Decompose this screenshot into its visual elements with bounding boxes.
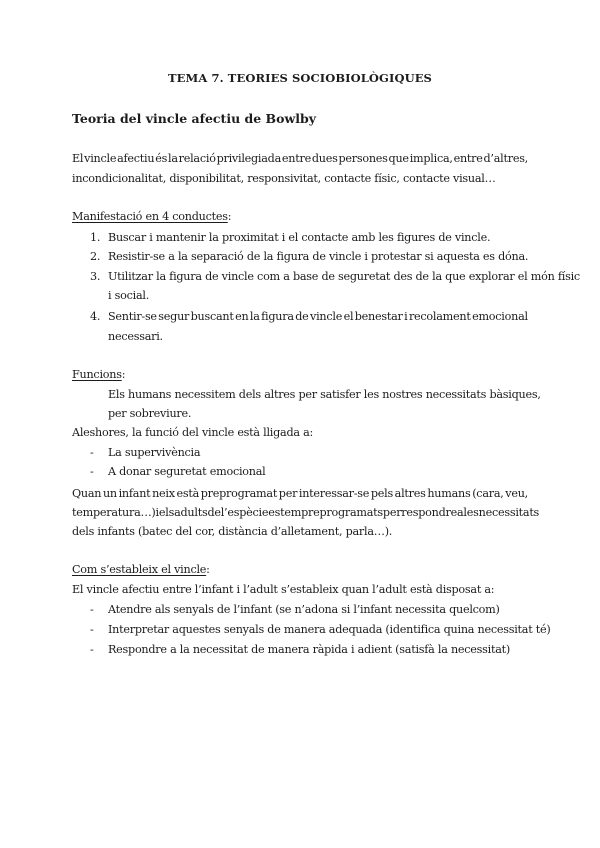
estableix-bullet-1: Atendre als senyals de l’infant (se n’adona si l’infant necessita quelcom) bbox=[108, 603, 500, 616]
funcions-para-line-2 bbox=[72, 506, 540, 519]
list-item-1: Buscar i mantenir la proximitat i el contacte amb les figures de vincle. bbox=[108, 231, 491, 244]
page-title: TEMA 7. TEORIES SOCIOBIOLÒGIQUES bbox=[168, 71, 432, 85]
justified-word: el bbox=[343, 310, 354, 323]
intro-line-1 bbox=[72, 152, 528, 165]
justified-word: està bbox=[176, 487, 200, 500]
justified-word: implica, bbox=[409, 152, 453, 165]
funcions-indent-line-1: Els humans necessitem dels altres per satisfer les nostres necessitats bàsiques, bbox=[108, 388, 541, 401]
justified-word: preprogramat bbox=[200, 487, 278, 500]
justified-word: pels bbox=[370, 487, 393, 500]
justified-word: vincle bbox=[84, 152, 117, 165]
justified-word: dues bbox=[311, 152, 338, 165]
list-item-3-line-2: i social. bbox=[108, 289, 150, 302]
justified-word: i bbox=[404, 310, 408, 323]
estableix-bullet-2: Interpretar aquestes senyals de manera adequada (identifica quina necessitat té) bbox=[108, 623, 551, 636]
justified-word: entre bbox=[453, 152, 483, 165]
justified-word: per bbox=[382, 506, 402, 519]
estableix-heading bbox=[72, 563, 210, 576]
section-subtitle: Teoria del vincle afectiu de Bowlby bbox=[72, 111, 316, 126]
justified-word: altres bbox=[394, 487, 426, 500]
funcions-indent-line-2: per sobreviure. bbox=[108, 407, 192, 420]
bullet-dash: - bbox=[90, 623, 94, 636]
list-item-4-line-1 bbox=[108, 310, 528, 323]
list-item-2: Resistir-se a la separació de la figura de vincle i protestar si aquesta es dóna. bbox=[108, 250, 529, 263]
justified-word: adults bbox=[174, 506, 208, 519]
justified-word: els bbox=[158, 506, 175, 519]
justified-word: necessitats bbox=[478, 506, 540, 519]
list-item-4-line-2: necessari. bbox=[108, 330, 163, 343]
justified-word: en bbox=[235, 310, 249, 323]
justified-word: les bbox=[463, 506, 479, 519]
list-number: 1. bbox=[90, 231, 101, 244]
funcions-heading bbox=[72, 368, 125, 381]
estableix-heading-text: Com s’estableix el vincle bbox=[72, 563, 207, 576]
justified-word: la bbox=[168, 152, 178, 165]
bullet-dash: - bbox=[90, 603, 94, 616]
justified-word: humans bbox=[427, 487, 471, 500]
justified-word: de bbox=[207, 506, 221, 519]
justified-word: veu, bbox=[505, 487, 528, 500]
justified-word: persones bbox=[338, 152, 388, 165]
justified-word: l’espècie bbox=[220, 506, 269, 519]
bullet-dash: - bbox=[90, 643, 94, 656]
justified-word: neix bbox=[152, 487, 175, 500]
justified-word: privilegiada bbox=[216, 152, 282, 165]
funcions-bullet-2: A donar seguretat emocional bbox=[108, 465, 266, 478]
manifestacio-heading bbox=[72, 210, 231, 223]
funcions-bullet-1: La supervivència bbox=[108, 446, 201, 459]
justified-word: afectiu bbox=[117, 152, 155, 165]
justified-word: la bbox=[249, 310, 260, 323]
justified-word: emocional bbox=[472, 310, 528, 323]
funcions-lead: Aleshores, la funció del vincle està lligada a: bbox=[72, 426, 314, 439]
justified-word: segur bbox=[158, 310, 190, 323]
justified-word: que bbox=[388, 152, 409, 165]
funcions-para-line-1 bbox=[72, 487, 528, 500]
estableix-heading-colon: : bbox=[206, 563, 210, 576]
justified-word: estem bbox=[268, 506, 302, 519]
justified-word: de bbox=[295, 310, 309, 323]
justified-word: preprogramats bbox=[301, 506, 383, 519]
justified-word: entre bbox=[281, 152, 311, 165]
justified-word: (cara, bbox=[472, 487, 504, 500]
manifestacio-heading-colon: : bbox=[227, 210, 232, 223]
justified-word: El bbox=[72, 152, 84, 165]
bullet-dash: - bbox=[90, 446, 94, 459]
justified-word: recolament bbox=[408, 310, 471, 323]
justified-word: un bbox=[102, 487, 117, 500]
funcions-heading-colon: : bbox=[121, 368, 126, 381]
justified-word: benestar bbox=[354, 310, 403, 323]
justified-word: Sentir-se bbox=[108, 310, 157, 323]
list-item-3-line-1: Utilitzar la figura de vincle com a base de seguretat des de la que explorar el món físic bbox=[108, 270, 580, 283]
list-number: 3. bbox=[90, 270, 101, 283]
bullet-dash: - bbox=[90, 465, 94, 478]
list-number: 2. bbox=[90, 250, 101, 263]
justified-word: a bbox=[457, 506, 464, 519]
intro-line-2: incondicionalitat, disponibilitat, responsivitat, contacte físic, contacte visual… bbox=[72, 172, 496, 185]
funcions-heading-text: Funcions bbox=[72, 368, 122, 381]
manifestacio-heading-text: Manifestació en 4 conductes bbox=[72, 210, 228, 223]
justified-word: buscant bbox=[190, 310, 234, 323]
justified-word: és bbox=[155, 152, 168, 165]
justified-word: temperatura…) bbox=[72, 506, 156, 519]
list-number: 4. bbox=[90, 310, 101, 323]
justified-word: infant bbox=[118, 487, 151, 500]
estableix-bullet-3: Respondre a la necessitat de manera ràpida i adient (satisfà la necessitat) bbox=[108, 643, 510, 656]
justified-word: d’altres, bbox=[483, 152, 528, 165]
justified-word: relació bbox=[178, 152, 216, 165]
justified-word: per bbox=[278, 487, 298, 500]
justified-word: figura bbox=[261, 310, 294, 323]
justified-word: respondre bbox=[401, 506, 457, 519]
justified-word: Quan bbox=[72, 487, 102, 500]
estableix-lead: El vincle afectiu entre l’infant i l’adult s’estableix quan l’adult està disposat a: bbox=[72, 583, 495, 596]
justified-word: interessar-se bbox=[298, 487, 370, 500]
justified-word: i bbox=[155, 506, 159, 519]
justified-word: vincle bbox=[310, 310, 343, 323]
funcions-para-line-3: dels infants (batec del cor, distància d’alletament, parla…). bbox=[72, 525, 393, 538]
